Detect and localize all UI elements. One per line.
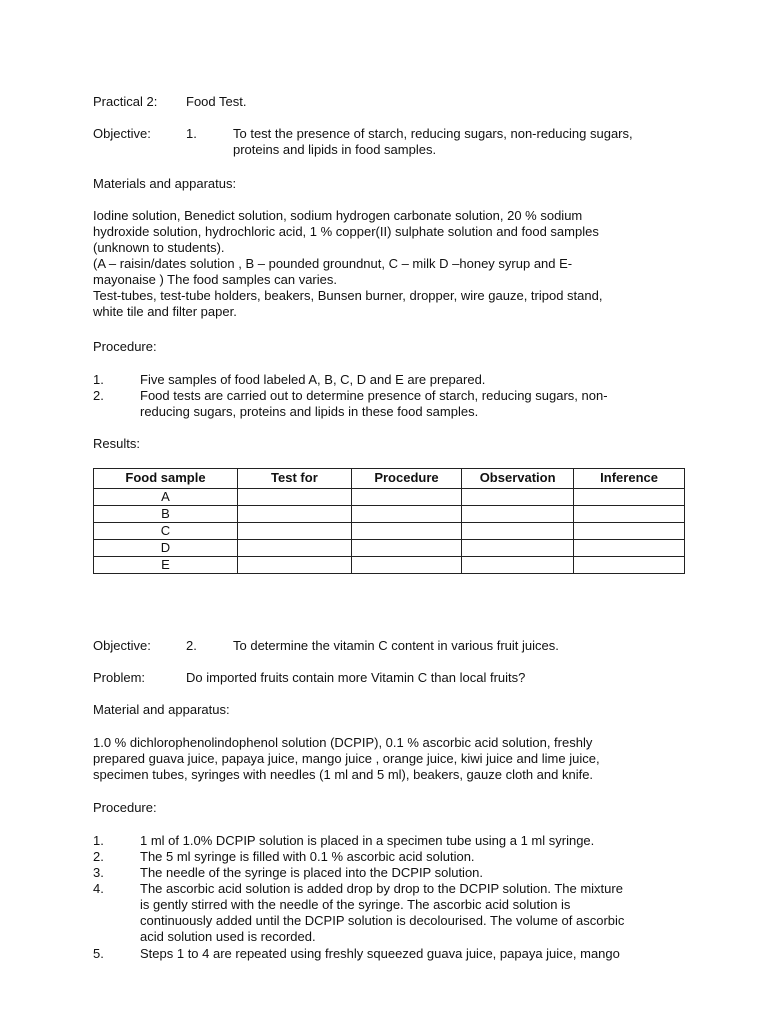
empty-cell <box>574 557 685 574</box>
procedure2-step-text: 1 ml of 1.0% DCPIP solution is placed in a specimen tube using a 1 ml syringe. <box>140 833 595 848</box>
empty-cell <box>574 506 685 523</box>
procedure2-num: 3. <box>93 865 104 880</box>
materials2-line: specimen tubes, syringes with needles (1 ml and 5 ml), beakers, gauze cloth and knife. <box>93 767 594 782</box>
procedure2-step-text: The needle of the syringe is placed into the DCPIP solution. <box>140 865 484 880</box>
objective2-text: To determine the vitamin C content in various fruit juices. <box>233 638 559 653</box>
sample-cell: B <box>94 506 238 523</box>
empty-cell <box>237 506 351 523</box>
empty-cell <box>237 557 351 574</box>
table-row <box>94 489 685 506</box>
empty-cell <box>462 506 574 523</box>
procedure1-num: 2. <box>93 388 104 403</box>
empty-cell <box>351 523 461 540</box>
empty-cell <box>574 540 685 557</box>
empty-cell <box>351 489 461 506</box>
table-row <box>94 557 685 574</box>
procedure1-step-text: Five samples of food labeled A, B, C, D and E are prepared. <box>140 372 486 387</box>
empty-cell <box>462 540 574 557</box>
procedure2-step-text: The 5 ml syringe is filled with 0.1 % ascorbic acid solution. <box>140 849 475 864</box>
table-header-row <box>94 469 685 489</box>
materials2-line: prepared guava juice, papaya juice, mango juice , orange juice, kiwi juice and lime juice, <box>93 751 600 766</box>
materials2-text <box>93 735 693 783</box>
materials1-line: Iodine solution, Benedict solution, sodium hydrogen carbonate solution, 20 % sodium <box>93 208 583 223</box>
objective1-number: 1. <box>186 126 197 141</box>
materials1-line: white tile and filter paper. <box>93 304 237 319</box>
results-table <box>93 468 685 574</box>
materials1-line: (A – raisin/dates solution , B – pounded groundnut, C – milk D –honey syrup and E- <box>93 256 573 271</box>
procedure2-step-text: acid solution used is recorded. <box>140 929 316 944</box>
empty-cell <box>237 540 351 557</box>
objective1-label: Objective: <box>93 126 151 141</box>
procedure2-step-text: Steps 1 to 4 are repeated using freshly squeezed guava juice, papaya juice, mango <box>140 946 620 961</box>
table-row <box>94 506 685 523</box>
empty-cell <box>237 523 351 540</box>
problem-text: Do imported fruits contain more Vitamin C than local fruits? <box>186 670 526 685</box>
procedure1-step-text: Food tests are carried out to determine presence of starch, reducing sugars, non- <box>140 388 608 403</box>
materials2-line: 1.0 % dichlorophenolindophenol solution (DCPIP), 0.1 % ascorbic acid solution, freshly <box>93 735 593 750</box>
col-procedure: Procedure <box>351 469 461 489</box>
procedure2-step-text: continuously added until the DCPIP solution is decolourised. The volume of ascorbic <box>140 913 625 928</box>
materials1-line: (unknown to students). <box>93 240 225 255</box>
materials1-heading: Materials and apparatus: <box>93 176 237 191</box>
materials1-line: Test-tubes, test-tube holders, beakers, Bunsen burner, dropper, wire gauze, tripod stand, <box>93 288 603 303</box>
procedure1-step-text: reducing sugars, proteins and lipids in these food samples. <box>140 404 479 419</box>
sample-cell: C <box>94 523 238 540</box>
empty-cell <box>462 523 574 540</box>
materials2-heading: Material and apparatus: <box>93 702 230 717</box>
table-row <box>94 523 685 540</box>
practical-title: Food Test. <box>186 94 247 109</box>
procedure2-num: 4. <box>93 881 104 896</box>
empty-cell <box>351 557 461 574</box>
objective2-number: 2. <box>186 638 197 653</box>
empty-cell <box>237 489 351 506</box>
procedure2-num: 1. <box>93 833 104 848</box>
objective1-line-1: To test the presence of starch, reducing sugars, non-reducing sugars, <box>233 126 633 141</box>
materials1-line: mayonaise ) The food samples can varies. <box>93 272 337 287</box>
col-observation: Observation <box>462 469 574 489</box>
materials1-line: hydroxide solution, hydrochloric acid, 1 % copper(II) sulphate solution and food samples <box>93 224 599 239</box>
procedure1-heading: Procedure: <box>93 339 157 354</box>
procedure1-num: 1. <box>93 372 104 387</box>
results-heading: Results: <box>93 436 140 451</box>
empty-cell <box>351 506 461 523</box>
col-inference: Inference <box>574 469 685 489</box>
sample-cell: E <box>94 557 238 574</box>
practical-label: Practical 2: <box>93 94 158 109</box>
procedure2-heading: Procedure: <box>93 800 157 815</box>
empty-cell <box>462 489 574 506</box>
procedure2-step-text: The ascorbic acid solution is added drop by drop to the DCPIP solution. The mixture <box>140 881 623 896</box>
problem-label: Problem: <box>93 670 146 685</box>
procedure2-num: 5. <box>93 946 104 961</box>
table-row <box>94 540 685 557</box>
empty-cell <box>462 557 574 574</box>
col-food-sample: Food sample <box>94 469 238 489</box>
empty-cell <box>574 489 685 506</box>
sample-cell: A <box>94 489 238 506</box>
col-test-for: Test for <box>237 469 351 489</box>
empty-cell <box>574 523 685 540</box>
objective2-label: Objective: <box>93 638 151 653</box>
objective1-line-2: proteins and lipids in food samples. <box>233 142 437 157</box>
procedure2-step-text: is gently stirred with the needle of the syringe. The ascorbic acid solution is <box>140 897 571 912</box>
procedure2-num: 2. <box>93 849 104 864</box>
sample-cell: D <box>94 540 238 557</box>
empty-cell <box>351 540 461 557</box>
materials1-text <box>93 208 693 320</box>
